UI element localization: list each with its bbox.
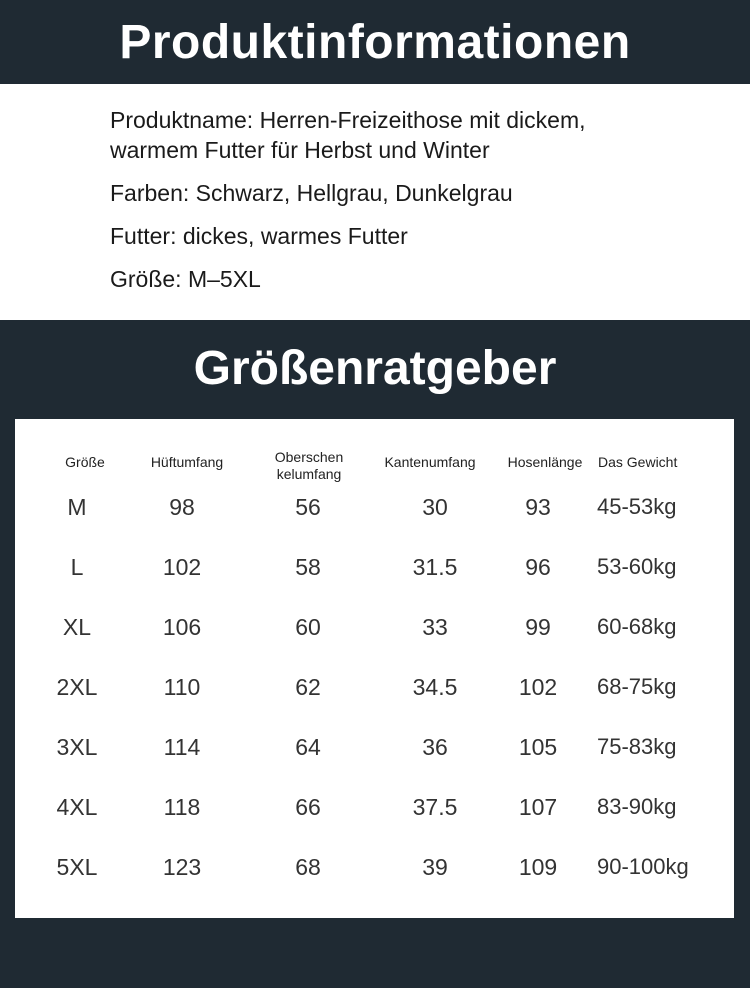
cell-weight: 68-75kg [597,674,677,699]
column-header-hem: Kantenumfang [384,454,476,470]
cell-length: 107 [518,794,558,820]
cell-thigh: 58 [295,554,321,580]
product-name-line1: Produktname: Herren-Freizeithose mit dickem, [110,107,586,133]
table-row [15,787,734,827]
product-lining: Futter: dickes, warmes Futter [110,223,408,249]
cell-length: 109 [518,854,558,880]
cell-hip: 102 [162,554,202,580]
product-size: Größe: M–5XL [110,266,261,292]
column-header-thigh [259,449,359,483]
cell-thigh: 64 [295,734,321,760]
column-header-hip: Hüftumfang [150,454,224,470]
cell-hip: 123 [162,854,202,880]
cell-hem: 36 [422,734,448,760]
cell-hip: 118 [163,794,201,820]
cell-length: 99 [525,614,551,640]
cell-length: 102 [518,674,558,700]
cell-hem: 39 [422,854,448,880]
cell-size: 4XL [56,794,98,820]
size-table [15,419,734,918]
column-header-weight: Das Gewicht [598,454,678,470]
cell-size: 3XL [56,734,98,760]
table-row [15,847,734,887]
column-header-thigh-line2: kelumfang [276,466,342,482]
cell-hip: 98 [169,494,195,520]
table-row [15,547,734,587]
cell-hem: 34.5 [412,674,458,700]
cell-thigh: 62 [295,674,321,700]
page-title: Produktinformationen [119,16,631,69]
table-row [15,727,734,767]
cell-weight: 75-83kg [597,734,677,759]
footer-background [0,918,750,988]
column-header-length: Hosenlänge [507,454,583,470]
table-row [15,487,734,527]
cell-thigh: 68 [295,854,321,880]
cell-hem: 37.5 [412,794,458,820]
product-info-panel [0,84,750,320]
cell-hip: 106 [162,614,202,640]
cell-length: 105 [518,734,558,760]
table-row [15,667,734,707]
table-row [15,607,734,647]
cell-size: XL [62,614,92,640]
column-header-size: Größe [65,454,105,470]
cell-weight: 60-68kg [597,614,677,639]
cell-size: 5XL [56,854,98,880]
cell-thigh: 60 [295,614,321,640]
cell-size: 2XL [56,674,98,700]
column-header-thigh-line1: Oberschen [274,449,344,465]
cell-hem: 33 [422,614,448,640]
cell-thigh: 56 [295,494,321,520]
cell-weight: 90-100kg [597,854,689,879]
cell-length: 96 [525,554,551,580]
cell-length: 93 [525,494,551,520]
cell-hem: 31.5 [412,554,458,580]
cell-weight: 83-90kg [597,794,677,819]
cell-weight: 45-53kg [597,494,677,519]
product-name-line2: warmem Futter für Herbst und Winter [110,137,490,163]
cell-hip: 114 [163,734,201,760]
cell-size: L [70,554,84,580]
product-colors: Farben: Schwarz, Hellgrau, Dunkelgrau [110,180,513,206]
cell-size: M [67,494,87,520]
cell-hem: 30 [422,494,448,520]
cell-hip: 110 [163,674,201,700]
cell-weight: 53-60kg [597,554,677,579]
size-guide-title: Größenratgeber [193,342,557,395]
cell-thigh: 66 [295,794,321,820]
